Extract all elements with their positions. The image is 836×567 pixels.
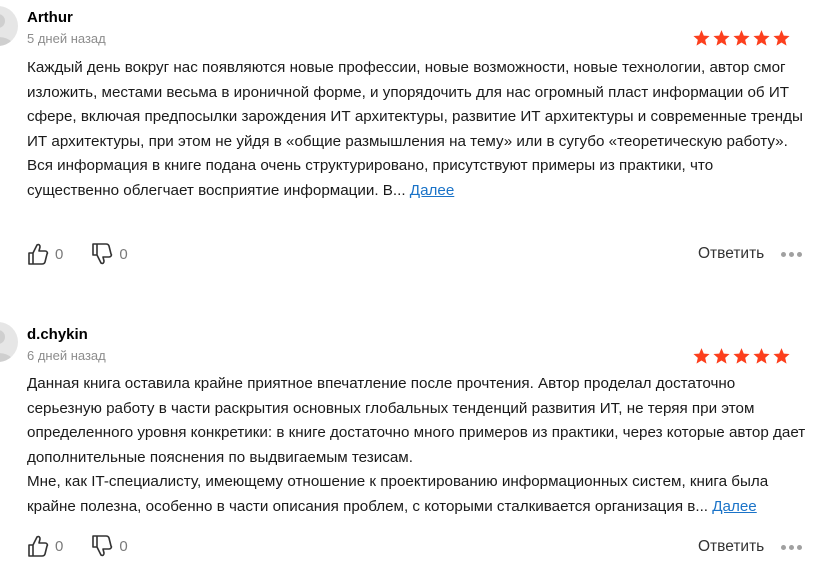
rating-stars (692, 347, 791, 365)
review-author[interactable]: Arthur (27, 9, 73, 26)
review-actions (27, 532, 156, 560)
like-button[interactable] (27, 534, 63, 558)
dot-icon (781, 252, 786, 257)
review-author[interactable]: d.chykin (27, 326, 88, 343)
like-button[interactable] (27, 242, 63, 266)
more-options-button[interactable] (781, 545, 802, 550)
review-date: 6 дней назад (27, 348, 106, 363)
reply-button[interactable]: Ответить (698, 245, 765, 262)
star-icon (732, 347, 751, 365)
dot-icon (789, 545, 794, 550)
thumbs-up-icon (27, 534, 49, 558)
like-count: 0 (55, 537, 64, 555)
dislike-button[interactable] (91, 534, 127, 558)
review-paragraph: Мне, как IT-специалисту, имеющему отношение к проектированию информационных систем, книга была крайне полезна, особенно в части описания проблем, с которыми сталкивается организация в... Далее (27, 473, 769, 515)
more-options-button[interactable] (781, 252, 802, 257)
star-icon (692, 29, 711, 47)
star-icon (752, 29, 771, 47)
dislike-count: 0 (119, 537, 128, 555)
avatar[interactable] (0, 322, 18, 362)
review-date: 5 дней назад (27, 31, 106, 46)
dislike-count: 0 (119, 245, 128, 263)
dot-icon (797, 545, 802, 550)
star-icon (732, 29, 751, 47)
like-count: 0 (55, 245, 64, 263)
thumbs-down-icon (91, 242, 113, 266)
review-paragraph: Данная книга оставила крайне приятное впечатление после прочтения. Автор проделал достаточно серьезную работу в части раскрытия основных глобальных тенденций развития ИТ, не теряя при этом определенного уровня конкретики: в книге достаточно много примеров из практики, через которые автор дает дополнительные пояснения по выдвигаемым тезисам. (27, 375, 806, 466)
star-icon (712, 347, 731, 365)
star-icon (712, 29, 731, 47)
user-silhouette-icon (0, 6, 18, 46)
dot-icon (781, 545, 786, 550)
read-more-link[interactable]: Далее (409, 181, 455, 199)
thumbs-down-icon (91, 534, 113, 558)
dislike-button[interactable] (91, 242, 127, 266)
read-more-link[interactable]: Далее (712, 497, 757, 515)
review-paragraph: Каждый день вокруг нас появляются новые профессии, новые возможности, новые технологии, автор смог изложить, местами весьма в ироничной форме, и упорядочить для нас огромный пласт информации об ИТ сфере, включая предпосылки зарождения ИТ архитектуры, развитие ИТ архитектуры и современные тренды ИТ архитектуры, при этом не уйдя в «общие размышления на тему» или в сугубо «теоретическую работу». Вся информация в книге подана очень структурировано, присутствуют примеры из практики, что существенно облегчает восприятие информации. В... Далее (27, 59, 803, 199)
reply-button[interactable]: Ответить (698, 538, 765, 555)
user-silhouette-icon (0, 322, 18, 362)
review-actions (27, 240, 156, 268)
dot-icon (797, 252, 802, 257)
star-icon (772, 29, 791, 47)
dot-icon (789, 252, 794, 257)
review-text (27, 372, 807, 520)
star-icon (692, 347, 711, 365)
review-text (27, 56, 807, 204)
avatar[interactable] (0, 6, 18, 46)
thumbs-up-icon (27, 242, 49, 266)
star-icon (752, 347, 771, 365)
rating-stars (692, 29, 791, 47)
star-icon (772, 347, 791, 365)
